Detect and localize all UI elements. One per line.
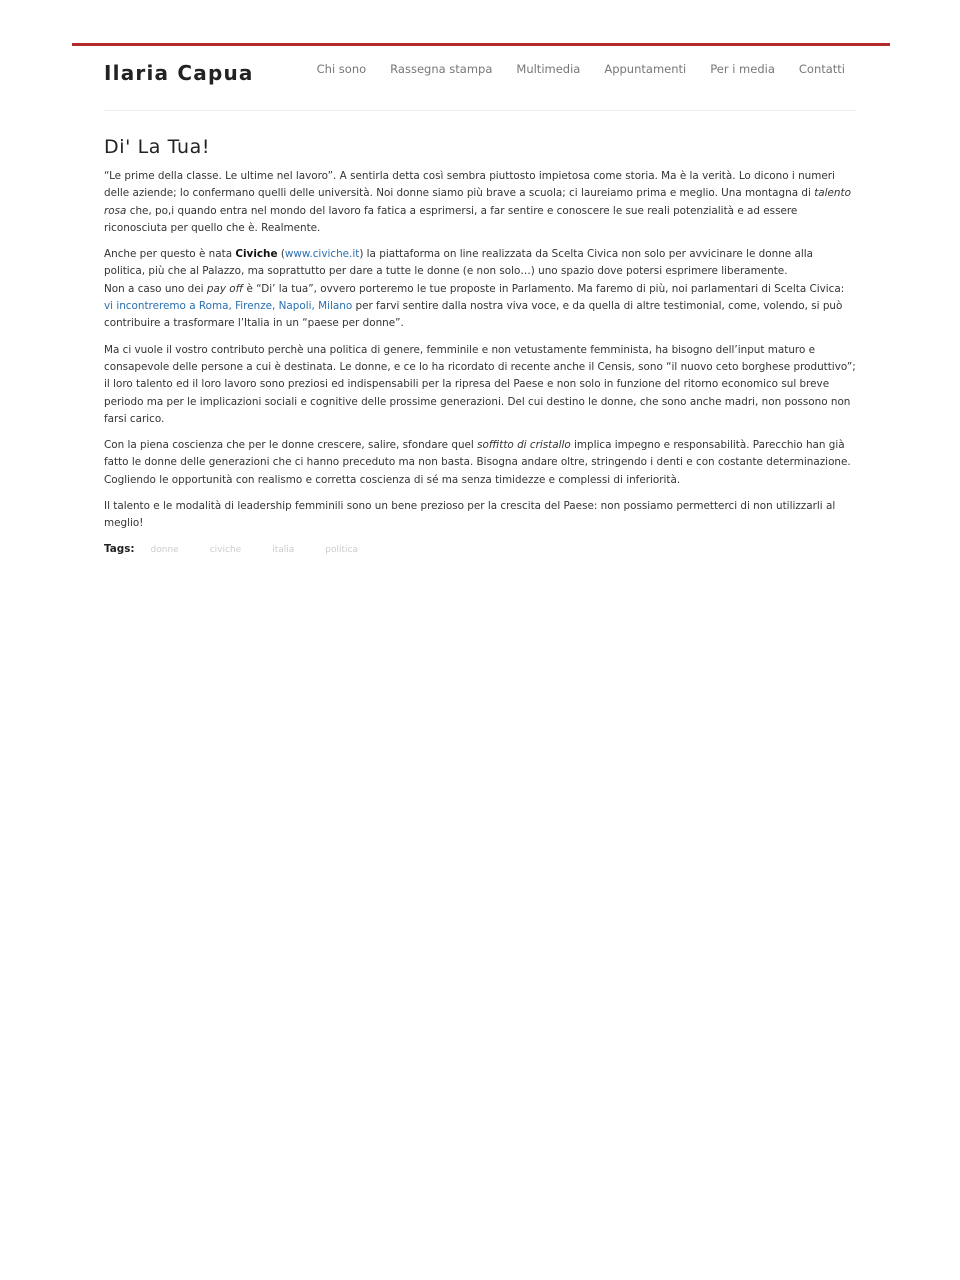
post-content	[104, 134, 856, 555]
tag-link-donne[interactable]: donne	[150, 544, 179, 555]
tag-link-politica[interactable]: politica	[325, 544, 358, 555]
text-span: Anche per questo è nata	[104, 248, 236, 261]
site-header	[104, 46, 856, 111]
nav-item-appuntamenti[interactable]: Appuntamenti	[604, 62, 687, 76]
emphasis-pay-off: pay off	[206, 282, 244, 295]
post-paragraph-5: Il talento e le modalità di leadership femminili sono un bene prezioso per la crescita del Paese: non possiamo permetterci di non utilizzarli al meglio!	[104, 500, 836, 530]
text-span: (	[277, 248, 285, 261]
post-title: Di' La Tua!	[104, 136, 211, 158]
nav-item-rassegna-stampa[interactable]: Rassegna stampa	[390, 62, 493, 76]
text-span: ) la piattaforma on line realizzata da Scelta Civica non solo per avvicinare le donne alla politica, più che al Palazzo, ma soprattutto per dare a tutte le donne (e non solo…) uno spazio dove potersi esprimere liberamente.	[104, 248, 814, 278]
link-civiche-site[interactable]: www.civiche.it	[284, 248, 360, 261]
strong-civiche: Civiche	[235, 248, 278, 261]
nav-item-per-i-media[interactable]: Per i media	[710, 62, 775, 76]
site-title[interactable]: Ilaria Capua	[104, 61, 254, 85]
emphasis-soffitto: soffitto di cristallo	[477, 439, 571, 452]
text-span: è “Di’ la tua”, ovvero porteremo le tue proposte in Parlamento. Ma faremo di più, noi parlamentari di Scelta Civica:	[243, 282, 845, 295]
text-span: per farvi sentire dalla nostra viva voce, e da quella di altre testimonial, come, volendo, si può contribuire a trasformare l’Italia in un “paese per donne”.	[104, 300, 843, 330]
tag-link-italia[interactable]: italia	[272, 544, 295, 555]
tags-label: Tags:	[104, 542, 135, 555]
post-paragraph-3: Ma ci vuole il vostro contributo perchè una politica di genere, femminile e non vetustamente femminista, ha bisogno dell’input maturo e consapevole delle persone a cui è destinata. Le donne, e ce lo ha ricordato di recente anche il Censis, sono “il nuovo ceto borghese produttivo”; il loro talento ed il loro lavoro sono preziosi ed indispensabili per la ripresa del Paese e non solo in funzione del ritorno economico sul breve periodo ma per le implicazioni sociali e cognitive delle prossime generazioni. Del cui destino le donne, che sono anche madri, non possono non farsi carico.	[104, 343, 856, 425]
text-span: Non a caso uno dei	[104, 282, 207, 295]
text-span: “Le prime della classe. Le ultime nel lavoro”. A sentirla detta così sembra piuttosto impietosa come storia. Ma è la verità. Lo dicono i numeri delle aziende; lo confermano quelli delle università. Noi donne siamo più brave a scuola; ci laureiamo prima e meglio. Una montagna di	[104, 170, 835, 200]
nav-item-multimedia[interactable]: Multimedia	[516, 62, 581, 76]
link-incontri[interactable]: vi incontreremo a Roma, Firenze, Napoli, Milano	[104, 300, 353, 313]
text-span: Con la piena coscienza che per le donne crescere, salire, sfondare quel	[104, 439, 478, 452]
emphasis-talento-rosa: talento rosa	[104, 187, 851, 217]
text-span: che, po,i quando entra nel mondo del lavoro fa fatica a esprimersi, a far sentire e conoscere le sue reali potenzialità e ad essere riconosciuta per quello che è. Realmente.	[104, 204, 798, 234]
post-paragraph-4	[104, 437, 856, 489]
nav-item-contatti[interactable]: Contatti	[798, 62, 845, 76]
nav-item-chi-sono[interactable]: Chi sono	[316, 62, 367, 76]
tag-link-civiche[interactable]: civiche	[209, 544, 242, 555]
text-span: implica impegno e responsabilità. Parecchio han già fatto le donne delle generazioni che ci hanno preceduto ma non basta. Bisogna andare oltre, stringendo i denti e con costante determinazione. Cogliendo le opportunità con realismo e corretta coscienza di sé ma senza timidezze e complessi di inferiorità.	[104, 439, 851, 486]
post-paragraph-1	[104, 168, 856, 237]
post-paragraph-2	[104, 246, 856, 332]
main-nav	[293, 62, 845, 76]
post-tags	[104, 543, 856, 555]
